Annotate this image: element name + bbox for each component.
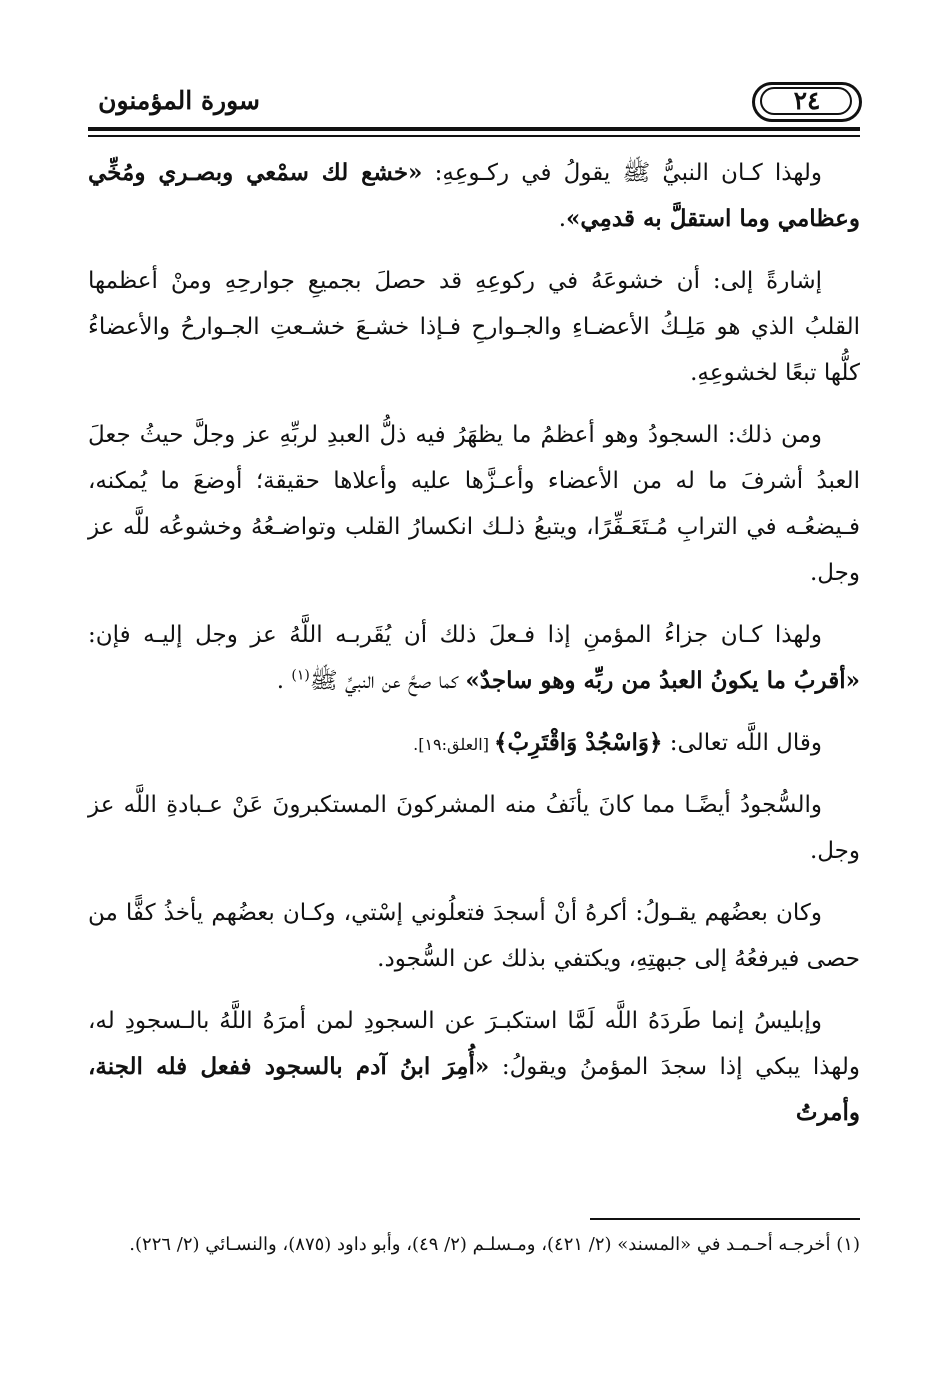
- page-header: [88, 80, 860, 130]
- text-run: ولهذا كـان النبيُّ ﷺ يقولُ في ركـوعِهِ:: [422, 160, 823, 186]
- paragraph-3: ومن ذلك: السجودُ وهو أعظمُ ما يظهَرُ فيه ذلُّ العبدِ لربِّهِ عز وجلَّ حيثُ جعلَ العبدُ أشرفَ ما له من الأعضاء وأعـزَّها عليه وأعلاها حقيقة؛ أوضعَ ما يُمكنه، فـيضعُـه في الترابِ مُـتَعَـفِّرًا، ويتبعُ ذلـك انكسارُ القلب وتواضـعُهُ وخشوعُه للَّه عز وجل.: [88, 422, 860, 586]
- paragraph-1: [88, 150, 860, 242]
- paragraph-8: [88, 998, 860, 1136]
- paragraph-5: [88, 720, 860, 768]
- footnote-marker: (١): [291, 667, 310, 684]
- hadith-quote: «أقربُ ما يكونُ العبدُ من ربِّه وهو ساجدٌ»: [465, 667, 860, 694]
- paragraph-7: وكان بعضُهم يقـولُ: أكرهُ أنْ أسجدَ فتعلُوني إسْتي، وكـان بعضُهم يأخذُ كفًّا من حصى فيرفعُهُ إلى جبهتِهِ، ويكتفي بذلك عن السُّجود.: [88, 900, 860, 972]
- footnote-rule: [590, 1218, 860, 1220]
- quran-verse: ﴿وَاسْجُدْ وَاقْتَرِبْ﴾: [494, 729, 663, 756]
- body-text: [88, 150, 860, 1152]
- paragraph-4: [88, 612, 860, 704]
- verse-reference: [العلق:١٩].: [413, 735, 495, 754]
- hadith-quote: «خشع لك سمْعي وبصـري ومُخِّي وعظامي وما استقلَّ به قدمِي»: [88, 159, 860, 232]
- text-run: وإبليسُ إنما طَردَهُ اللَّه لَمَّا استكبـرَ عن السجودِ لمن أمرَهُ اللَّهُ بالـسجودِ له، ولهذا يبكي إذا سجدَ المؤمنُ ويقولُ:: [88, 1008, 860, 1080]
- header-rule-thin: [88, 135, 860, 137]
- text-run: .: [276, 668, 292, 694]
- text-run: وقال اللَّه تعالى:: [662, 730, 822, 756]
- footnote: (١) أخرجـه أحـمـد في «المسند» (٢/ ٤٢١)، ومـسلـم (٢/ ٤٩)، وأبو داود (٨٧٥)، والنسـائي (٢/ ٢٢٦).: [129, 1234, 860, 1255]
- page-number-badge: [752, 82, 860, 120]
- text-run: .: [558, 206, 567, 232]
- text-run: كما صحَّ عن النبيِّ ﷺ: [309, 668, 466, 694]
- page-number: ٢٤: [793, 86, 821, 115]
- paragraph-6: والسُّجودُ أيضًـا مما كانَ يأنَفُ منه المشركونَ المستكبرونَ عَنْ عـبادةِ اللَّه عز وجل.: [88, 792, 860, 864]
- header-rule-thick: [88, 127, 860, 131]
- paragraph-2: إشارةً إلى: أن خشوعَهُ في ركوعِهِ قد حصلَ بجميعِ جوارحِهِ ومنْ أعظمها القلبُ الذي هو مَلِـكُ الأعضـاءِ والجـوارحِ فـإذا خشـعَ خشـعتِ الجـوارحُ والأعضاءُ كلُّها تبعًا لخشوعِهِ.: [88, 268, 860, 386]
- hadith-quote: «أُمِرَ ابنُ آدم بالسجود ففعل فله الجنة، وأمرتُ: [88, 1053, 860, 1126]
- text-run: ولهذا كـان جزاءُ المؤمنِ إذا فـعلَ ذلك أن يُقَربـه اللَّهُ عز وجل إليـه فإن:: [88, 622, 822, 648]
- running-title: سورة المؤمنون: [98, 86, 260, 115]
